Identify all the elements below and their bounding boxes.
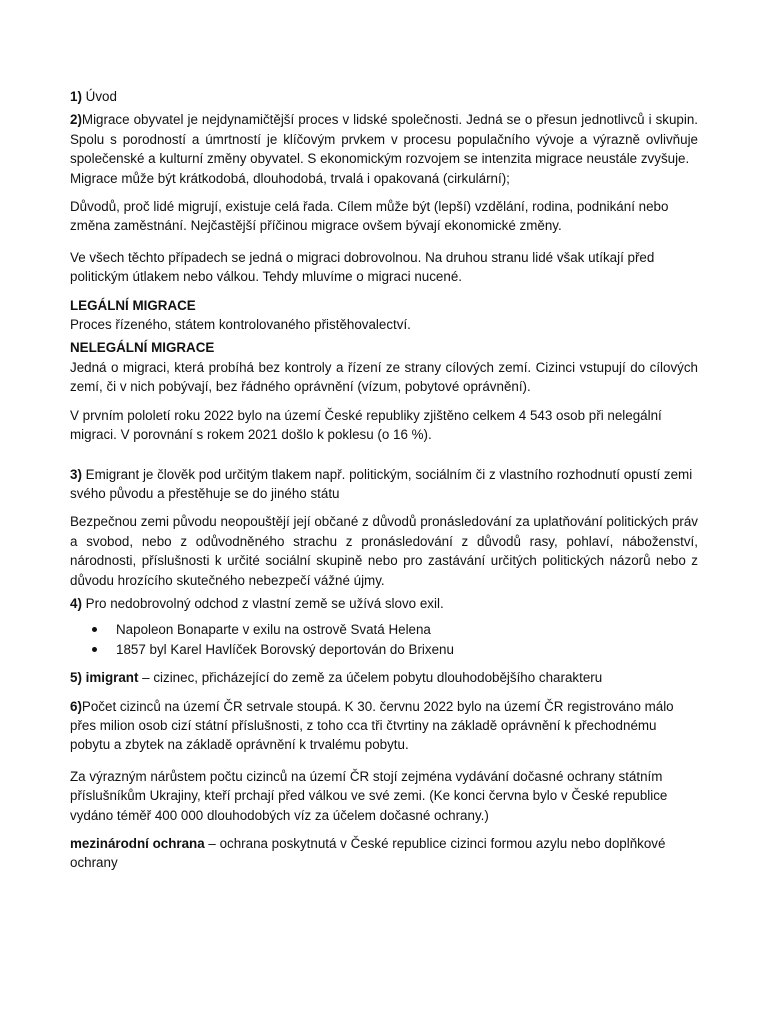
- international-protection-paragraph: [70, 834, 698, 873]
- section-title: Úvod: [81, 89, 117, 104]
- paragraph-text: Emigrant je člověk pod určitým tlakem např. politickým, sociálním či z vlastního rozhodnutí opustí zemi svého původu a přestěhuje se do jiného státu: [70, 466, 693, 501]
- legal-migration-heading: [70, 296, 698, 315]
- section-6-paragraph: [70, 697, 698, 755]
- illegal-migration-heading: [70, 338, 698, 357]
- migration-types: Migrace může být krátkodobá, dlouhodobá, trvalá i opakovaná (cirkulární);: [70, 170, 510, 186]
- paragraph-text: Pro nedobrovolný odchod z vlastní země se užívá slovo exil.: [81, 595, 444, 611]
- section-number: 3): [70, 466, 82, 482]
- section-number: 2): [70, 112, 82, 128]
- migration-reasons: Důvodů, proč lidé migrují, existuje celá řada. Cílem může být (lepší) vzdělání, rodina, podnikání nebo změna zaměstnání. Nejčastější příčinou migrace ovšem bývají ekonomické změny.: [70, 199, 669, 234]
- heading-text: LEGÁLNÍ MIGRACE: [70, 297, 196, 313]
- term-text: mezinárodní ochrana: [70, 836, 205, 851]
- section-3-paragraph: [70, 465, 698, 504]
- paragraph-text: Migrace obyvatel je nejdynamičtější proces v lidské společnosti. Jedná se o přesun jednotlivců i skupin. Spolu s porodností a úmrtností je klíčovým prvkem v procesu populačního vývoje a výrazně ovlivňuje společenské a kulturní změny obyvatel. S ekonomickým rozvojem se intenzita migrace neustále zvyšuje.: [70, 112, 698, 167]
- list-item-text: Napoleon Bonaparte v exilu na ostrově Svatá Helena: [116, 622, 431, 638]
- section-number: 6): [70, 698, 82, 714]
- list-item: [70, 620, 698, 639]
- bullet-icon: [92, 627, 97, 632]
- temporary-protection-paragraph: Za výrazným nárůstem počtu cizinců na území ČR stojí zejména vydávání dočasné ochrany státním příslušníkům Ukrajiny, kteří prchají před válkou ve své zemi. (Ke konci června bylo v České republice vydáno téměř 400 000 dlouhodobých víz za účelem dočasné ochrany.): [70, 768, 668, 823]
- section-2-paragraph: [70, 110, 698, 168]
- heading-text: NELEGÁLNÍ MIGRACE: [70, 340, 215, 356]
- paragraph-text: – ochrana poskytnutá v České republice cizinci formou azylu nebo doplňkové ochrany: [70, 836, 666, 871]
- list-item-text: 1857 byl Karel Havlíček Borovský deportován do Brixenu: [116, 641, 454, 657]
- section-4-paragraph: [70, 594, 698, 613]
- section-number: 1): [70, 89, 82, 104]
- section-number: 4): [70, 595, 82, 611]
- paragraph-text: Počet cizinců na území ČR setrvale stoupá. K 30. červnu 2022 bylo na území ČR registrováno málo přes milion osob cizí státní příslušnosti, z toho cca tři čtvrtiny na základě oprávnění k přechodnému pobytu a zbytek na základě oprávnění k trvalému pobytu.: [70, 698, 674, 753]
- section-1-heading: [70, 87, 698, 106]
- exile-examples-list: [70, 620, 698, 659]
- section-5-paragraph: [70, 668, 698, 687]
- list-item: [70, 640, 698, 659]
- asylum-reasons: Bezpečnou zemi původu neopouštějí její občané z důvodů pronásledování za uplatňování politických práv a svobod, nebo z odůvodněného strachu z pronásledování z důvodů rasy, pohlaví, náboženství, národnosti, příslušnosti k určité sociální skupině nebo pro zastávání určitých politických názorů nebo z důvodu hrozícího skutečného nebezpečí vážné újmy.: [70, 514, 698, 588]
- paragraph-text: – cizinec, přicházející do země za účelem pobytu dlouhodobějšího charakteru: [138, 670, 603, 686]
- voluntary-vs-forced: Ve všech těchto případech se jedná o migraci dobrovolnou. Na druhou stranu lidé však utíkají před politickým útlakem nebo válkou. Tehdy mluvíme o migraci nucené.: [70, 249, 655, 285]
- document-body: [70, 87, 698, 873]
- bullet-icon: [92, 647, 97, 652]
- illegal-migration-stats: V prvním pololetí roku 2022 bylo na území České republiky zjištěno celkem 4 543 osob při nelegální migraci. V porovnání s rokem 2021 došlo k poklesu (o 16 %).: [70, 407, 662, 443]
- illegal-migration-text: Jedná o migraci, která probíhá bez kontroly a řízení ze strany cílových zemí. Cizinci vstupují do cílových zemí, či v nich pobývají, bez řádného oprávnění (vízum, pobytové oprávnění).: [70, 359, 698, 395]
- legal-migration-text: Proces řízeného, státem kontrolovaného přistěhovalectví.: [70, 317, 411, 333]
- section-number: 5) imigrant: [70, 670, 139, 686]
